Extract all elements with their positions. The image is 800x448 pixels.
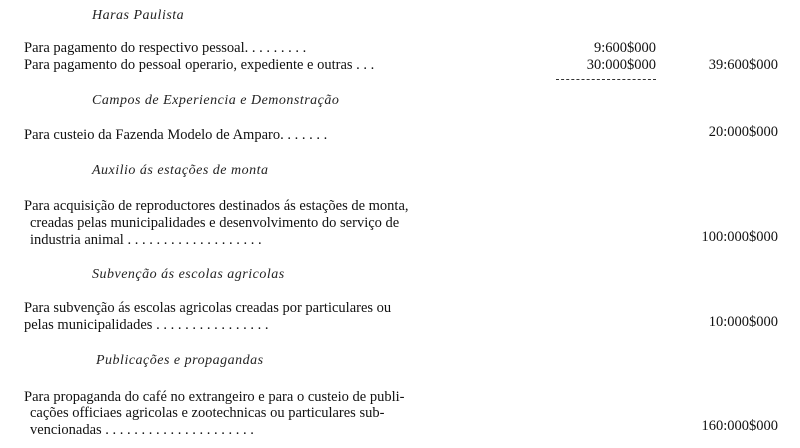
budget-line: cações officiaes agricolas e zootechnicas ou particulares sub- bbox=[30, 405, 385, 421]
sub-amount: 9:600$000 bbox=[593, 40, 656, 56]
budget-line: vencionadas . . . . . . . . . . . . . . . . . . . . . bbox=[30, 422, 254, 438]
budget-line: Para custeio da Fazenda Modelo de Amparo. . . . . . . bbox=[24, 127, 328, 143]
budget-line: Para pagamento do pessoal operario, expediente e outras . . . bbox=[24, 57, 375, 73]
section-total: 160:000$000 bbox=[701, 418, 778, 434]
budget-line: industria animal . . . . . . . . . . . . . . . . . . . bbox=[30, 232, 262, 248]
budget-line: Para propaganda do café no extrangeiro e para o custeio de publi- bbox=[24, 389, 405, 405]
section-heading: Auxilio ás estações de monta bbox=[92, 163, 269, 178]
sub-amount: 30:000$000 bbox=[586, 57, 656, 73]
section-heading: Haras Paulista bbox=[92, 8, 185, 23]
section-total: 20:000$000 bbox=[708, 124, 778, 140]
section-heading: Publicações e propagandas bbox=[96, 353, 264, 368]
budget-line: creadas pelas municipalidades e desenvolvimento do serviço de bbox=[30, 215, 400, 231]
section-heading: Campos de Experiencia e Demonstração bbox=[92, 93, 340, 108]
section-total: 10:000$000 bbox=[708, 314, 778, 330]
section-total: 39:600$000 bbox=[708, 57, 778, 73]
budget-line: Para acquisição de reproductores destinados ás estações de monta, bbox=[24, 198, 409, 214]
section-total: 100:000$000 bbox=[701, 229, 778, 245]
subtotal-rule bbox=[556, 79, 656, 80]
budget-line: Para pagamento do respectivo pessoal. . . . . . . . . bbox=[24, 40, 307, 56]
budget-line: pelas municipalidades . . . . . . . . . . . . . . . . bbox=[24, 317, 269, 333]
section-heading: Subvenção ás escolas agricolas bbox=[92, 267, 285, 282]
budget-line: Para subvenção ás escolas agricolas creadas por particulares ou bbox=[24, 300, 392, 316]
